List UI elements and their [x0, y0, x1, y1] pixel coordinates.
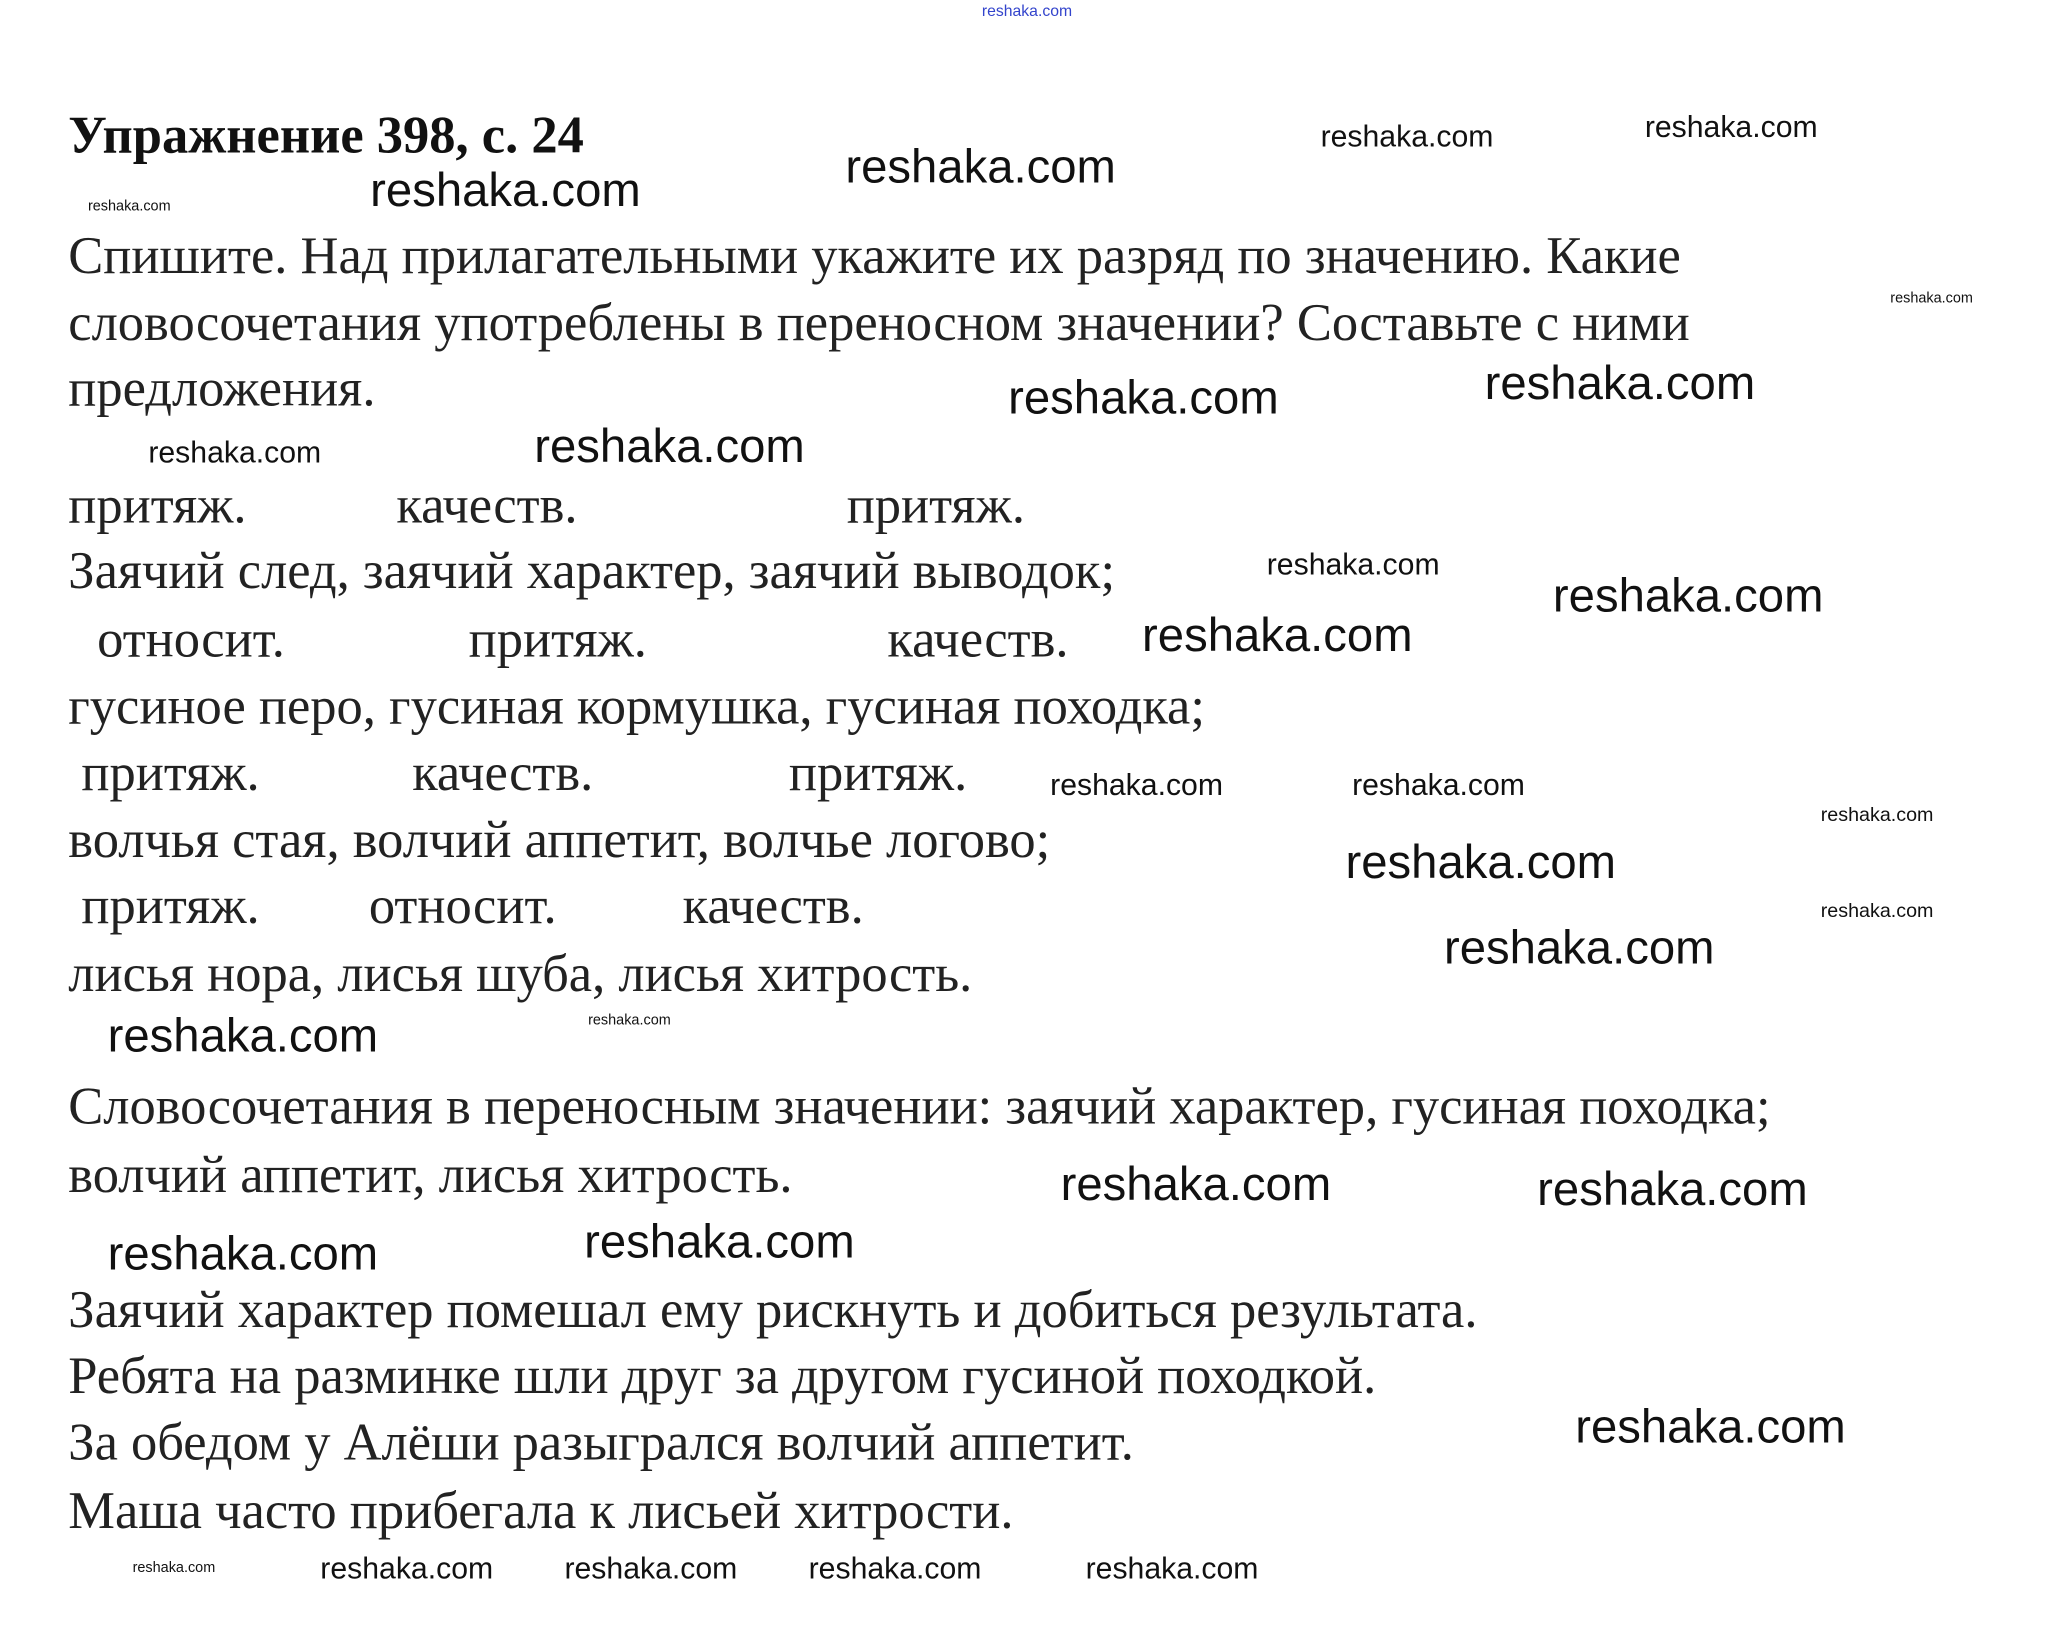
phrase-line: Заячий след, заячий характер, заячий выводок; [68, 540, 1116, 600]
watermark: reshaka.com [981, 1, 1073, 20]
watermark: reshaka.com [564, 1550, 738, 1586]
watermark: reshaka.com [1537, 1161, 1808, 1216]
watermark: reshaka.com [808, 1550, 982, 1586]
category-label: притяж. [846, 475, 1025, 535]
phrase-line: гусиное перо, гусиная кормушка, гусиная походка; [68, 676, 1205, 736]
sentence: Маша часто прибегала к лисьей хитрости. [68, 1480, 1014, 1540]
phrase-line: лисья нора, лисья шуба, лисья хитрость. [68, 943, 973, 1003]
category-label: качеств. [412, 742, 594, 803]
watermark: reshaka.com [1142, 607, 1413, 662]
watermark: reshaka.com [1352, 767, 1525, 802]
category-label: качеств. [682, 875, 864, 935]
watermark: reshaka.com [1008, 370, 1279, 425]
watermark: reshaka.com [1266, 546, 1440, 581]
watermark: reshaka.com [1443, 920, 1715, 975]
phrase-line: волчья стая, волчий аппетит, волчье логово; [68, 809, 1051, 870]
watermark: reshaka.com [1552, 568, 1824, 623]
watermark: reshaka.com [148, 435, 322, 470]
exercise-title: Упражнение 398, с. 24 [68, 105, 584, 165]
category-label: относит. [368, 875, 557, 935]
category-label: притяж. [81, 875, 260, 935]
task-line: словосочетания употреблены в переносном значении? Составьте с ними [68, 292, 1690, 352]
watermark: reshaka.com [584, 1214, 855, 1269]
figurative-line: волчий аппетит, лисья хитрость. [68, 1144, 793, 1204]
watermark: reshaka.com [534, 418, 805, 473]
category-label: относит. [97, 609, 285, 669]
watermark: reshaka.com [1060, 1156, 1332, 1211]
category-label: качеств. [396, 475, 578, 535]
watermark: reshaka.com [1345, 834, 1617, 889]
watermark: reshaka.com [320, 1550, 494, 1586]
category-label: притяж. [468, 609, 647, 669]
watermark: reshaka.com [370, 162, 641, 217]
sentence: Заячий характер помешал ему рискнуть и добиться результата. [68, 1279, 1478, 1339]
watermark: reshaka.com [1575, 1399, 1846, 1454]
task-line: предложения. [68, 358, 376, 418]
watermark: reshaka.com [588, 1012, 671, 1029]
task-line: Спишите. Над прилагательными укажите их разряд по значению. Какие [68, 225, 1681, 285]
category-label: притяж. [81, 742, 260, 803]
sentence: За обедом у Алёши разыгрался волчий аппетит. [68, 1412, 1134, 1472]
watermark: reshaka.com [1820, 804, 1934, 827]
sentence: Ребята на разминке шли друг за другом гусиной походкой. [68, 1345, 1377, 1405]
watermark: reshaka.com [1890, 290, 1973, 307]
watermark: reshaka.com [1820, 899, 1934, 923]
figurative-line: Словосочетания в переносным значении: заячий характер, гусиная походка; [68, 1076, 1771, 1136]
watermark: reshaka.com [87, 198, 171, 215]
watermark: reshaka.com [1320, 118, 1494, 153]
watermark: reshaka.com [1085, 1550, 1259, 1586]
watermark: reshaka.com [107, 1226, 379, 1280]
watermark: reshaka.com [845, 139, 1116, 193]
watermark: reshaka.com [107, 1008, 379, 1062]
watermark: reshaka.com [1644, 109, 1818, 144]
watermark: reshaka.com [132, 1560, 216, 1576]
category-label: притяж. [788, 742, 968, 803]
watermark: reshaka.com [1484, 355, 1756, 410]
category-label: притяж. [68, 475, 247, 535]
watermark: reshaka.com [1050, 767, 1224, 802]
category-label: качеств. [887, 609, 1069, 669]
